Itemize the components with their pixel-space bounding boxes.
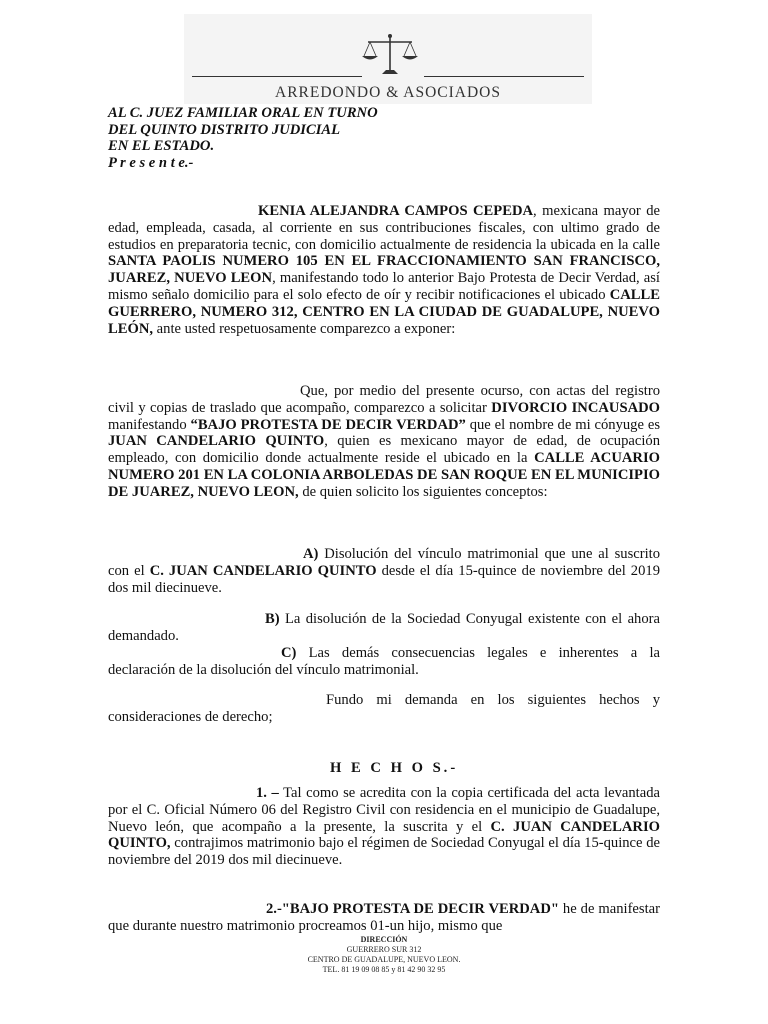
plaintiff-name: KENIA ALEJANDRA CAMPOS CEPEDA xyxy=(258,203,534,219)
notification-address: CALLE GUERRERO, NUMERO 312, CENTRO EN LA CIUDAD DE GUADALUPE, NUEVO LEÓN, xyxy=(108,286,660,337)
plaintiff-address: SANTA PAOLIS NUMERO 105 EN EL FRACCIONAMIENTO SAN FRANCISCO, JUAREZ, NUEVO LEON xyxy=(108,253,660,287)
text: , manifestando todo lo anterior Bajo Protesta de Decir Verdad, así mismo señalo domicilio para el solo efecto de oír y recibir notificaciones el ubicado xyxy=(108,270,660,303)
text: , mexicana mayor de edad, empleada, casada, al corriente en sus contribuciones fiscales, con ultimo grado de estudios en preparatoria tecnic, con domicilio actualmente de residencia la ubicada en la calle xyxy=(108,203,661,253)
footer-phone: TEL. 81 19 09 08 85 y 81 42 90 32 95 xyxy=(322,965,446,974)
text: , quien es mexicano mayor de edad, de ocupación empleado, con domicilio donde actualmente reside el ubicado en la xyxy=(108,433,660,467)
item-c xyxy=(108,645,660,679)
text: he de manifestar que durante nuestro matrimonio procreamos 01-un hijo, mismo que xyxy=(108,901,660,934)
salutation: P r e s e n t e.- xyxy=(108,154,194,171)
item-label: 1. – xyxy=(256,785,279,801)
hecho-2 xyxy=(108,901,660,935)
footer-address xyxy=(0,935,768,975)
addressee-line: DEL QUINTO DISTRITO JUDICIAL xyxy=(108,121,341,138)
text: desde el día 15-quince de noviembre del 2019 dos mil diecinueve. xyxy=(108,562,660,596)
letterhead-rule-right xyxy=(424,76,584,77)
spouse-address: CALLE ACUARIO NUMERO 201 EN LA COLONIA ARBOLEDAS DE SAN ROQUE EN EL MUNICIPIO DE JUAREZ, NUEVO LEON, xyxy=(108,450,660,500)
text-bold: “BAJO PROTESTA DE DECIR VERDAD” xyxy=(190,416,466,433)
fundo-paragraph xyxy=(108,692,660,726)
text: Fundo mi demanda en los siguientes hechos y consideraciones de derecho; xyxy=(108,692,660,725)
text-bold: C. JUAN CANDELARIO QUINTO, xyxy=(108,818,660,852)
request-paragraph xyxy=(108,383,660,501)
text: que el nombre de mi cónyuge es xyxy=(465,416,660,433)
item-a xyxy=(108,546,660,596)
text: manifestando xyxy=(108,416,191,433)
section-title-hechos: H E C H O S.- xyxy=(330,760,459,776)
text-bold: DIVORCIO INCAUSADO xyxy=(491,399,661,416)
text: Que, por medio del presente ocurso, con actas del registro civil y copias de traslado que acompaño, comparezco a solicitar xyxy=(108,383,660,416)
footer-line: GUERRERO SUR 312 xyxy=(346,945,422,954)
item-label: B) xyxy=(265,611,280,627)
item-b xyxy=(108,611,660,645)
intro-paragraph xyxy=(108,203,660,337)
hecho-1 xyxy=(108,785,660,869)
scales-of-justice-icon xyxy=(360,32,420,78)
footer-title: DIRECCIÓN xyxy=(360,935,408,944)
text: Las demás consecuencias legales e inherentes a la declaración de la disolución del vínculo matrimonial. xyxy=(108,645,660,678)
addressee-line: AL C. JUEZ FAMILIAR ORAL EN TURNO xyxy=(108,105,378,121)
spouse-name: JUAN CANDELARIO QUINTO xyxy=(108,433,325,450)
addressee-block xyxy=(108,105,378,171)
text-bold: C. JUAN CANDELARIO QUINTO xyxy=(149,562,377,579)
text: de quien solicito los siguientes conceptos: xyxy=(298,483,548,500)
text: La disolución de la Sociedad Conyugal existente con el ahora demandado. xyxy=(108,611,660,644)
firm-name: ARREDONDO & ASOCIADOS xyxy=(275,84,501,101)
text: Tal como se acredita con la copia certificada del acta levantada por el C. Oficial Número 06 del Registro Civil con residencia en el municipio de Guadalupe, Nuevo león, que acompaño a la presente, la suscrita y el xyxy=(108,785,660,835)
item-label: C) xyxy=(281,645,297,661)
item-label: A) xyxy=(303,546,319,562)
text: ante usted respetuosamente comparezco a exponer: xyxy=(153,320,456,337)
text: contrajimos matrimonio bajo el régimen de Sociedad Conyugal el día 15-quince de noviembre del 2019 dos mil diecinueve. xyxy=(108,835,660,869)
letterhead xyxy=(184,14,592,104)
text: Disolución del vínculo matrimonial que une al suscrito con el xyxy=(108,546,660,579)
item-label: 2.-"BAJO PROTESTA DE DECIR VERDAD" xyxy=(266,901,559,917)
footer-line: CENTRO DE GUADALUPE, NUEVO LEON. xyxy=(307,955,461,964)
letterhead-rule-left xyxy=(192,76,362,77)
addressee-line: EN EL ESTADO. xyxy=(108,138,215,154)
